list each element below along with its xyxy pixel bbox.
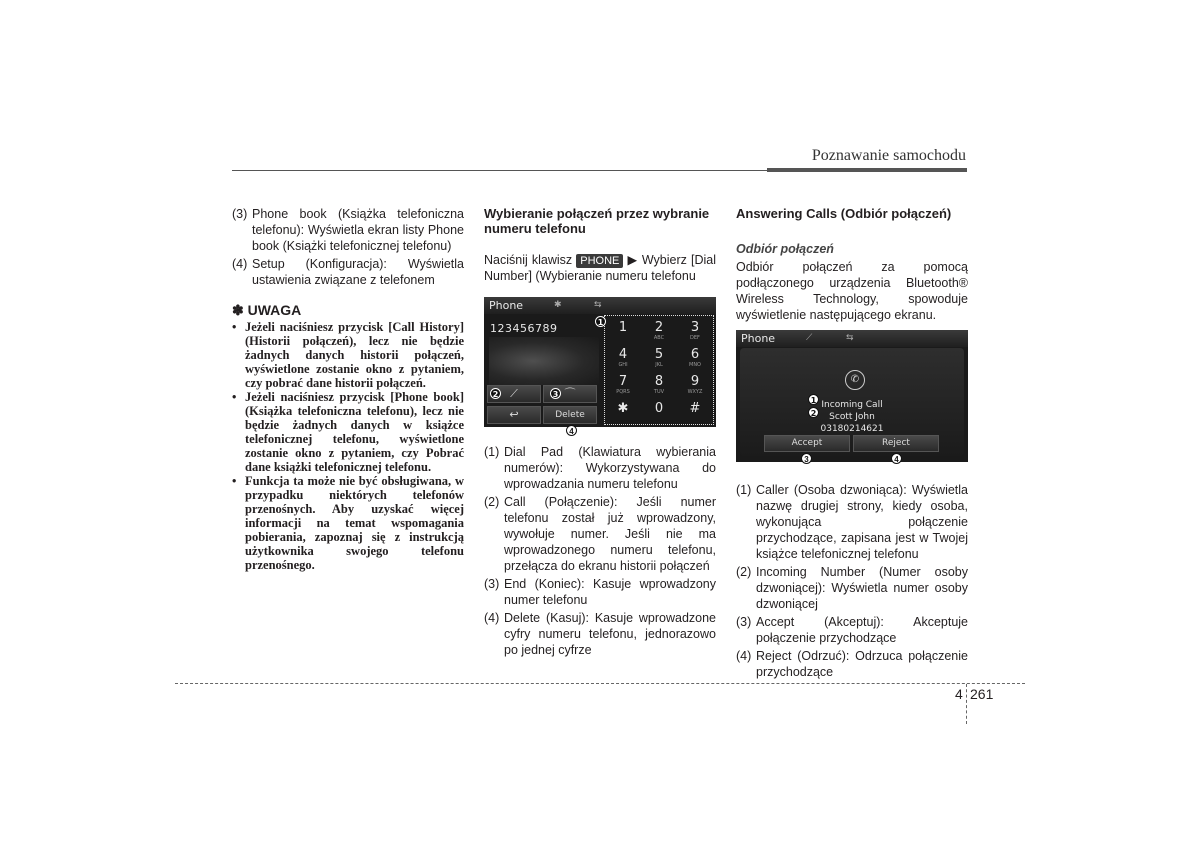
- note-text: Jeżeli naciśniesz przycisk [Call History] (Historii połączeń), lecz nie będzie żadnych danych historii połączeń, wyświetlone zostanie okno z pytaniem, czy pobrać dane historii połączeń.: [245, 320, 464, 390]
- item-number: (3): [232, 207, 248, 221]
- note-item: • Funkcja ta może nie być obsługiwana, w przypadku niektórych telefonów przenośnych. Aby uzyskać więcej informacji na temat wspomagania pobierania, zapoznaj się z instrukcją użytkownika swojego telefonu przenośnego.: [232, 474, 464, 572]
- screen-title: Phone: [489, 299, 524, 312]
- column-middle: [484, 206, 716, 284]
- dial-key[interactable]: 0: [654, 401, 664, 416]
- incoming-label: Incoming Call: [821, 400, 883, 410]
- dial-key[interactable]: 2 ABC: [653, 320, 665, 341]
- item-text: Setup (Konfiguracja): Wyświetla ustawienia związane z telefonem: [252, 257, 464, 287]
- phone-key: PHONE: [576, 254, 623, 268]
- list-item: (2) Call (Połączenie): Jeśli numer telefonu został już wprowadzony, wywołuje numer. Jeśli nie ma wprowadzonego numeru telefonu, przełącza do ekranu historii połączeń: [484, 495, 716, 573]
- dial-key[interactable]: 4 GHI: [618, 347, 628, 368]
- running-header: Poznawanie samochodu: [811, 147, 966, 164]
- screen-title: Phone: [741, 332, 776, 345]
- callout-1: 1: [595, 316, 606, 327]
- dial-key[interactable]: 6 MNO: [689, 347, 701, 368]
- callout-2: 2: [808, 407, 819, 418]
- note-title: ✽ UWAGA: [232, 302, 302, 318]
- dial-pad[interactable]: [604, 315, 714, 425]
- incoming-call-panel: [740, 348, 964, 456]
- note-item: • Jeżeli naciśniesz przycisk [Phone book] (Książka telefoniczna telefonu), lecz nie będzie żadnych danych w książce telefonicznej telefonu, wyświetlone zostanie okno z pytaniem, czy Pobrać dane książki telefonicznej telefonu.: [232, 390, 464, 474]
- list-item: (3) End (Koniec): Kasuje wprowadzony numer telefonu: [484, 577, 716, 607]
- bluetooth-icon: ✱: [554, 300, 562, 310]
- dial-key[interactable]: 1: [618, 320, 628, 335]
- dial-pad-screen: [484, 297, 716, 427]
- header-bar: [767, 168, 967, 172]
- column-right: [736, 206, 968, 323]
- back-button[interactable]: [487, 406, 541, 424]
- dialed-number: 123456789: [490, 322, 558, 335]
- dial-key[interactable]: 9 WXYZ: [687, 374, 703, 395]
- column-left: [232, 206, 464, 572]
- screen-titlebar: [484, 297, 716, 314]
- note-item: • Jeżeli naciśniesz przycisk [Call History] (Historii połączeń), lecz nie będzie żadnych danych historii połączeń, wyświetlone zostanie okno z pytaniem, czy pobrać dane historii połączeń.: [232, 320, 464, 390]
- call-icon: ⟋: [806, 333, 813, 343]
- callout-4: 4: [891, 453, 902, 464]
- item-number: (4): [232, 257, 248, 271]
- list-item: [232, 256, 464, 288]
- callout-4: 4: [566, 425, 577, 436]
- accept-button[interactable]: Accept: [764, 435, 850, 452]
- dial-key[interactable]: 7 PQRS: [616, 374, 630, 395]
- list-item: (1) Dial Pad (Klawiatura wybierania numerów): Wykorzystywana do wprowadzania numeru telefonu: [484, 445, 716, 491]
- section-number: 4: [955, 686, 963, 702]
- list-item: (1) Caller (Osoba dzwoniąca): Wyświetla nazwę drugiej strony, kiedy osoba, wykonująca połączenie przychodzące, zapisana jest w Twojej książce telefonicznej telefonu: [736, 483, 968, 561]
- dial-key[interactable]: 3 DEF: [690, 320, 700, 341]
- caller-name: Scott John: [829, 412, 875, 422]
- callout-3: 3: [801, 453, 812, 464]
- footer-divider: [966, 684, 967, 724]
- usb-icon: ⇆: [846, 333, 854, 343]
- list-item: (3) Accept (Akceptuj): Akceptuje połączenie przychodzące: [736, 615, 968, 645]
- page-number: 261: [970, 686, 994, 702]
- list-item: (4) Delete (Kasuj): Kasuje wprowadzone cyfry numeru telefonu, jednorazowo po jednej cyfrze: [484, 611, 716, 657]
- dial-key[interactable]: 8 TUV: [653, 374, 665, 395]
- callout-3: 3: [550, 388, 561, 399]
- dial-key[interactable]: #: [689, 401, 701, 416]
- background-graphic: [489, 337, 599, 385]
- column-middle-list: [484, 444, 716, 660]
- end-call-icon: ⌒: [564, 387, 576, 400]
- screen-titlebar: [736, 330, 968, 347]
- call-icon: ⟋: [510, 387, 518, 400]
- note-text: Funkcja ta może nie być obsługiwana, w przypadku niektórych telefonów przenośnych. Aby uzyskać więcej informacji na temat wspomagania pobierania, zapoznaj się z instrukcją użytkownika swojego telefonu przenośnego.: [245, 474, 464, 572]
- back-icon: ↩: [509, 408, 519, 421]
- reject-button[interactable]: Reject: [853, 435, 939, 452]
- section-heading: Wybieranie połączeń przez wybranie numeru telefonu: [484, 206, 710, 236]
- subheading: Odbiór połączeń: [736, 242, 834, 256]
- usb-icon: ⇆: [594, 300, 602, 310]
- footer-rule: [175, 683, 1025, 684]
- dial-key[interactable]: ✱: [617, 401, 629, 416]
- delete-button[interactable]: Delete: [543, 406, 597, 424]
- callout-2: 2: [490, 388, 501, 399]
- incoming-call-screen: [736, 330, 968, 462]
- dial-key[interactable]: 5 JKL: [654, 347, 664, 368]
- intro-paragraph: Odbiór połączeń za pomocą podłączonego urządzenia Bluetooth® Wireless Technology, spowoduje wyświetlenie następującego ekranu.: [736, 260, 968, 322]
- caller-number: 03180214621: [820, 424, 884, 434]
- callout-1: 1: [808, 394, 819, 405]
- intro-paragraph: Naciśnij klawisz PHONE ▶ Wybierz [Dial Number] (Wybieranie numeru telefonu: [484, 253, 716, 283]
- note-text: Jeżeli naciśniesz przycisk [Phone book] (Książka telefoniczna telefonu), lecz nie będzie żadnych danych w książce telefonicznej telefonu, wyświetlone zostanie okno z pytaniem, czy Pobrać dane książki telefonicznej telefonu.: [245, 390, 464, 474]
- section-heading: Answering Calls (Odbiór połączeń): [736, 206, 952, 221]
- list-item: (4) Reject (Odrzuć): Odrzuca połączenie przychodzące: [736, 649, 968, 679]
- note-list: [232, 320, 464, 572]
- phone-icon: ✆: [845, 370, 865, 390]
- item-text: Phone book (Książka telefoniczna telefonu): Wyświetla ekran listy Phone book (Książki telefonicznej telefonu): [252, 207, 464, 253]
- list-item: [232, 206, 464, 254]
- list-item: (2) Incoming Number (Numer osoby dzwoniącej): Wyświetla numer osoby dzwoniącej: [736, 565, 968, 611]
- column-right-list: [736, 482, 968, 682]
